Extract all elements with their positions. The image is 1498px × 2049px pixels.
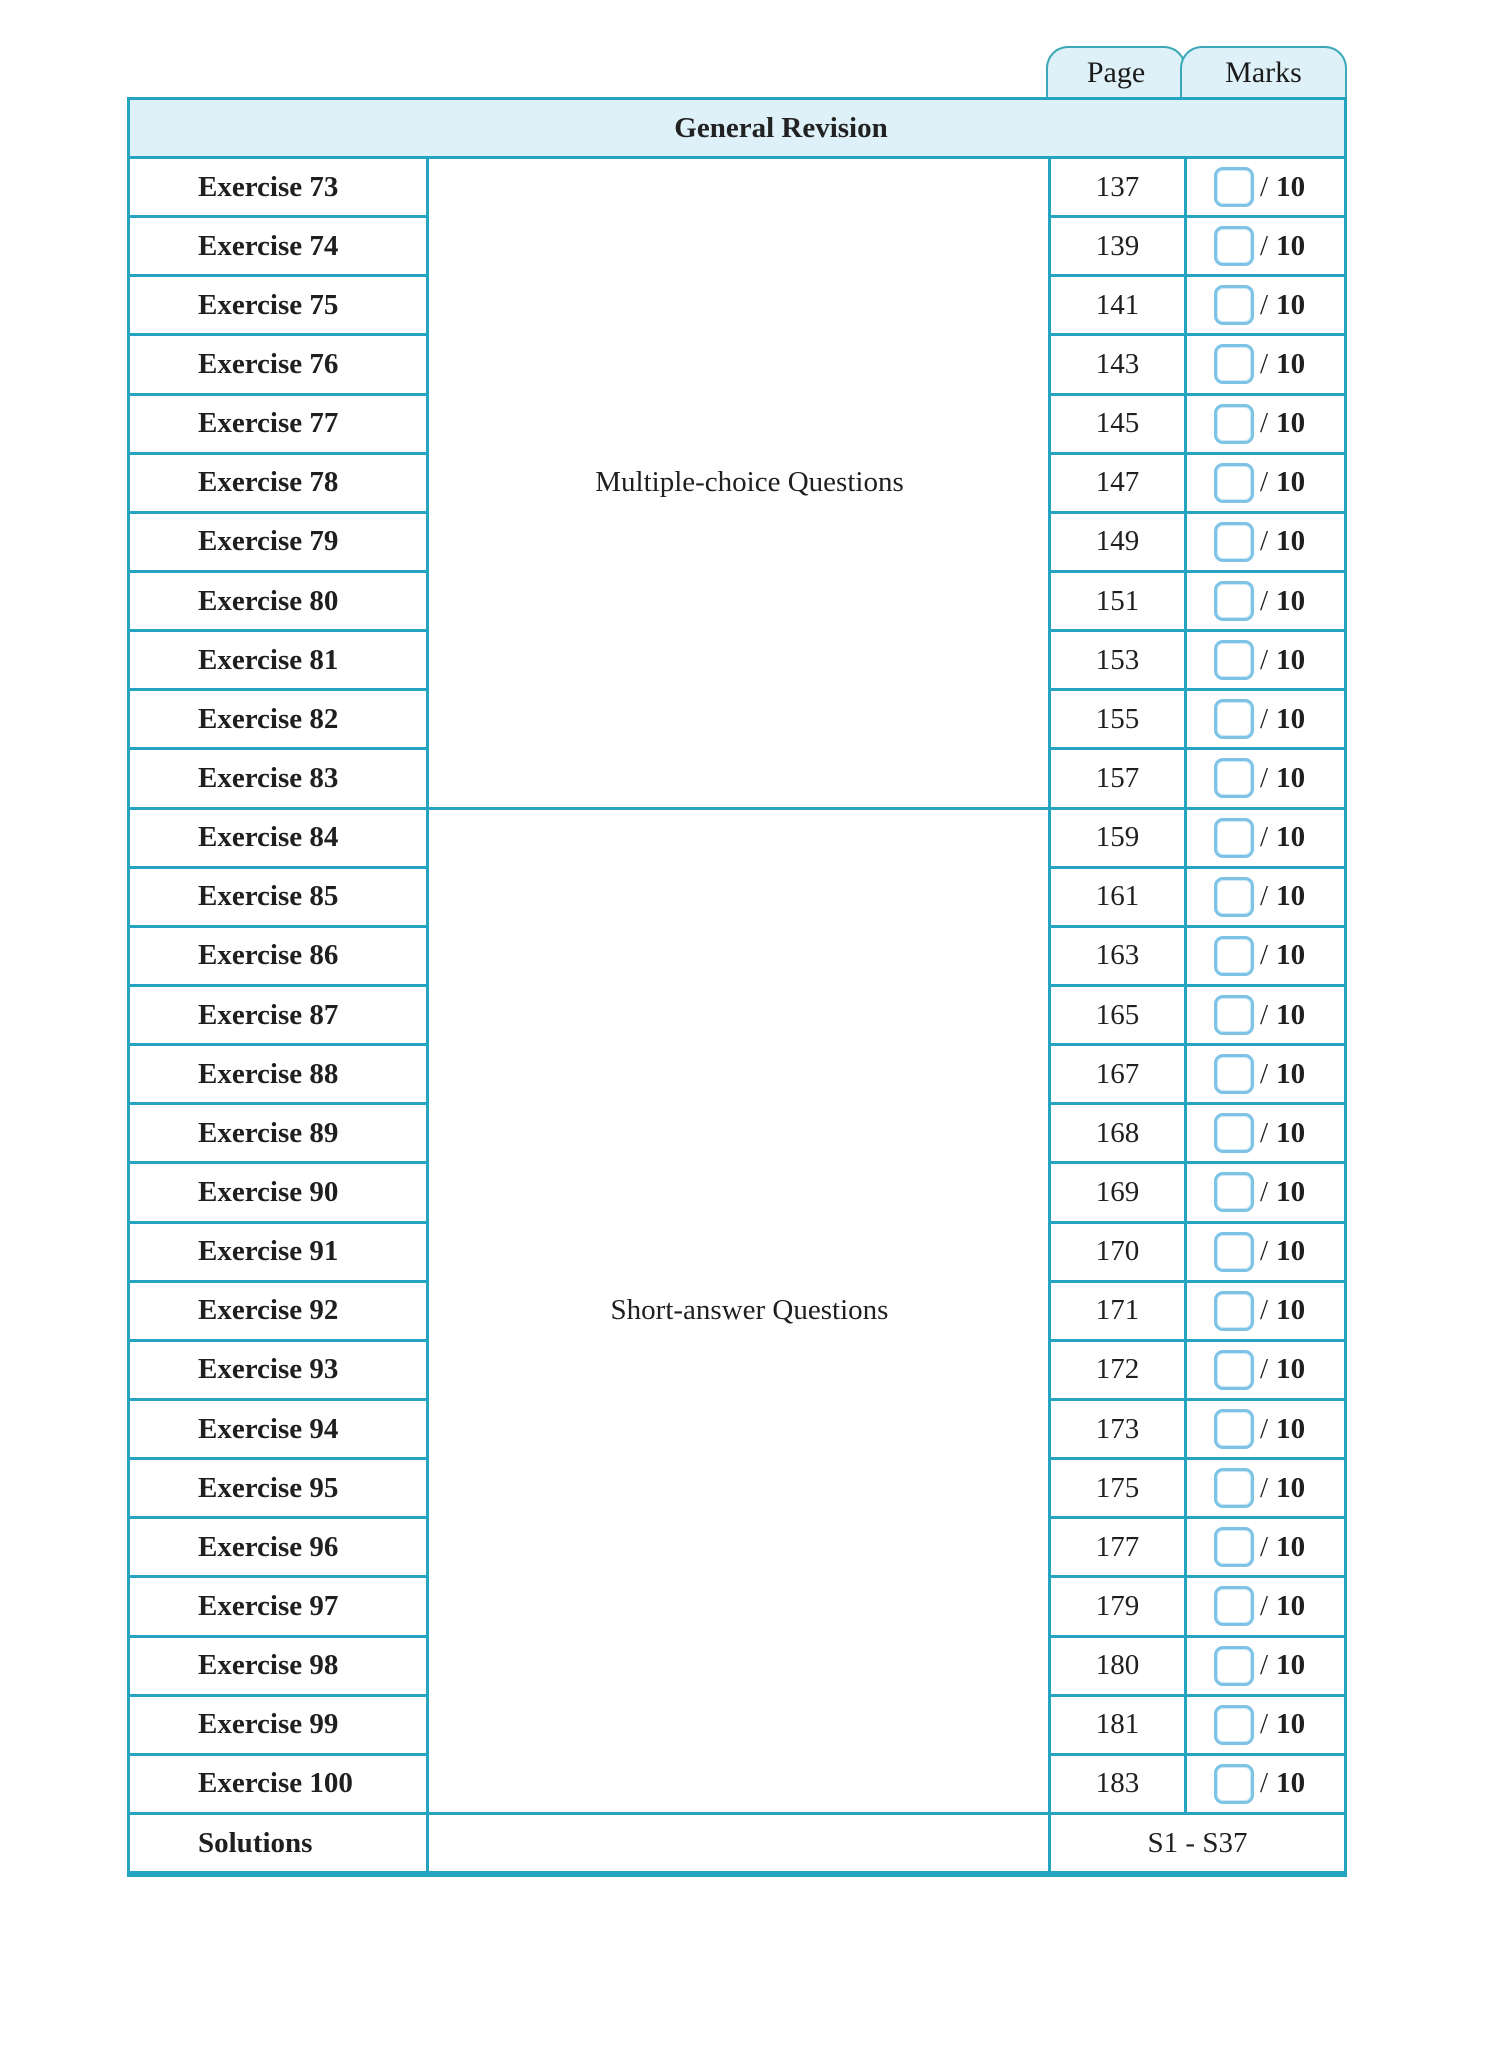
marks-cell	[1184, 218, 1344, 274]
marks-cell	[1184, 691, 1344, 747]
marks-slash: /	[1260, 1235, 1269, 1268]
page-number-text: 143	[1095, 347, 1140, 380]
page-number	[1048, 455, 1184, 511]
marks-slash: /	[1260, 525, 1269, 558]
marks-slash: /	[1260, 821, 1269, 854]
column-tab-marks-label: Marks	[1225, 55, 1302, 89]
marks-cell	[1184, 1105, 1344, 1161]
marks-cell	[1184, 159, 1344, 215]
exercise-name[interactable]	[130, 573, 429, 629]
marks-max: 10	[1276, 880, 1306, 913]
marks-max: 10	[1276, 1412, 1306, 1445]
page-number-text: 153	[1095, 643, 1140, 676]
marks-input-box[interactable]	[1214, 1705, 1254, 1745]
marks-max: 10	[1276, 347, 1306, 380]
marks-cell	[1184, 573, 1344, 629]
marks-max: 10	[1276, 1294, 1306, 1327]
exercise-name[interactable]	[130, 928, 429, 984]
marks-max: 10	[1276, 643, 1306, 676]
exercise-label: Exercise 88	[198, 1057, 339, 1090]
marks-slash: /	[1260, 347, 1269, 380]
exercise-name[interactable]	[130, 987, 429, 1043]
marks-cell	[1184, 277, 1344, 333]
exercise-label: Exercise 100	[198, 1767, 353, 1800]
marks-input-box[interactable]	[1214, 581, 1254, 621]
exercise-label: Exercise 80	[198, 584, 339, 617]
marks-max: 10	[1276, 1530, 1306, 1563]
page-number	[1048, 928, 1184, 984]
marks-max: 10	[1276, 1649, 1306, 1682]
marks-input-box[interactable]	[1214, 1646, 1254, 1686]
page-number	[1048, 514, 1184, 570]
exercise-label: Exercise 74	[198, 229, 339, 262]
marks-slash: /	[1260, 466, 1269, 499]
exercise-label: Exercise 76	[198, 347, 339, 380]
marks-input-box[interactable]	[1214, 285, 1254, 325]
page-number-text: 141	[1095, 288, 1140, 321]
exercise-name[interactable]	[130, 1756, 429, 1812]
page-number-text: 149	[1095, 525, 1140, 558]
exercise-name[interactable]	[130, 1578, 429, 1634]
marks-max: 10	[1276, 1057, 1306, 1090]
page-number-text: 147	[1095, 466, 1140, 499]
marks-max: 10	[1276, 584, 1306, 617]
exercise-label: Exercise 92	[198, 1294, 339, 1327]
page-number	[1048, 1638, 1184, 1694]
page-number	[1048, 396, 1184, 452]
page-number	[1048, 1164, 1184, 1220]
marks-input-box[interactable]	[1214, 1350, 1254, 1390]
marks-max: 10	[1276, 939, 1306, 972]
exercise-name[interactable]	[130, 1697, 429, 1753]
marks-max: 10	[1276, 1235, 1306, 1268]
marks-slash: /	[1260, 1649, 1269, 1682]
marks-slash: /	[1260, 1175, 1269, 1208]
page-number-text: 179	[1095, 1589, 1140, 1622]
section-label	[429, 159, 1048, 807]
exercise-label: Exercise 91	[198, 1235, 339, 1268]
page-number-text: 181	[1095, 1708, 1140, 1741]
marks-input-box[interactable]	[1214, 1054, 1254, 1094]
marks-slash: /	[1260, 170, 1269, 203]
marks-slash: /	[1260, 880, 1269, 913]
marks-input-box[interactable]	[1214, 1113, 1254, 1153]
page-number	[1048, 1578, 1184, 1634]
page-number-text: 157	[1095, 761, 1140, 794]
exercise-label: Exercise 96	[198, 1530, 339, 1563]
marks-slash: /	[1260, 1471, 1269, 1504]
marks-max: 10	[1276, 170, 1306, 203]
marks-cell	[1184, 1697, 1344, 1753]
marks-slash: /	[1260, 1412, 1269, 1445]
page-number	[1048, 810, 1184, 866]
exercise-name[interactable]	[130, 810, 429, 866]
page-number	[1048, 1401, 1184, 1457]
solutions-pages: S1 - S37	[1147, 1826, 1248, 1859]
exercise-label: Exercise 73	[198, 170, 339, 203]
exercise-name[interactable]	[130, 1164, 429, 1220]
marks-input-box[interactable]	[1214, 1232, 1254, 1272]
exercise-label: Exercise 94	[198, 1412, 339, 1445]
marks-cell	[1184, 928, 1344, 984]
marks-input-box[interactable]	[1214, 995, 1254, 1035]
exercise-label: Exercise 86	[198, 939, 339, 972]
page-number-text: 177	[1095, 1530, 1140, 1563]
page-number-text: 161	[1095, 880, 1140, 913]
marks-slash: /	[1260, 1057, 1269, 1090]
page-number-text: 159	[1095, 821, 1140, 854]
exercise-name[interactable]	[130, 632, 429, 688]
page-number-text: 167	[1095, 1057, 1140, 1090]
exercise-name[interactable]	[130, 1224, 429, 1280]
exercise-label: Exercise 81	[198, 643, 339, 676]
page-number-text: 175	[1095, 1471, 1140, 1504]
exercise-name[interactable]	[130, 1342, 429, 1398]
marks-slash: /	[1260, 1353, 1269, 1386]
exercise-name[interactable]	[130, 1105, 429, 1161]
exercise-name[interactable]	[130, 396, 429, 452]
marks-input-box[interactable]	[1214, 344, 1254, 384]
exercise-name[interactable]	[130, 159, 429, 215]
exercise-label: Exercise 87	[198, 998, 339, 1031]
marks-cell	[1184, 1578, 1344, 1634]
marks-max: 10	[1276, 1589, 1306, 1622]
exercise-label: Exercise 95	[198, 1471, 339, 1504]
page-number-text: 172	[1095, 1353, 1140, 1386]
marks-max: 10	[1276, 229, 1306, 262]
marks-slash: /	[1260, 1530, 1269, 1563]
marks-cell	[1184, 396, 1344, 452]
exercise-label: Exercise 97	[198, 1589, 339, 1622]
marks-input-box[interactable]	[1214, 640, 1254, 680]
marks-input-box[interactable]	[1214, 818, 1254, 858]
marks-slash: /	[1260, 1767, 1269, 1800]
exercise-name[interactable]	[130, 277, 429, 333]
marks-input-box[interactable]	[1214, 1172, 1254, 1212]
page-number	[1048, 1697, 1184, 1753]
exercise-label: Exercise 77	[198, 407, 339, 440]
page-number-text: 171	[1095, 1294, 1140, 1327]
section-header	[130, 100, 1344, 159]
marks-max: 10	[1276, 1175, 1306, 1208]
exercise-label: Exercise 99	[198, 1708, 339, 1741]
marks-input-box[interactable]	[1214, 1527, 1254, 1567]
exercise-name[interactable]	[130, 514, 429, 570]
marks-cell	[1184, 750, 1344, 806]
page-number	[1048, 987, 1184, 1043]
marks-cell	[1184, 810, 1344, 866]
page-number-text: 165	[1095, 998, 1140, 1031]
page-number	[1048, 336, 1184, 392]
page-number-text: 168	[1095, 1116, 1140, 1149]
page-number	[1048, 869, 1184, 925]
exercise-name[interactable]	[130, 750, 429, 806]
marks-slash: /	[1260, 702, 1269, 735]
marks-max: 10	[1276, 288, 1306, 321]
marks-input-box[interactable]	[1214, 522, 1254, 562]
marks-max: 10	[1276, 1353, 1306, 1386]
column-tab-page	[1046, 46, 1186, 97]
marks-slash: /	[1260, 939, 1269, 972]
exercise-label: Exercise 82	[198, 702, 339, 735]
marks-cell	[1184, 632, 1344, 688]
exercise-name[interactable]	[130, 691, 429, 747]
exercise-label: Exercise 75	[198, 288, 339, 321]
page-number	[1048, 277, 1184, 333]
marks-slash: /	[1260, 1589, 1269, 1622]
marks-cell	[1184, 1756, 1344, 1812]
page-number-text: 151	[1095, 584, 1140, 617]
marks-slash: /	[1260, 288, 1269, 321]
exercise-label: Exercise 89	[198, 1116, 339, 1149]
marks-cell	[1184, 514, 1344, 570]
section-label-text: Short-answer Questions	[610, 1294, 889, 1327]
page-number	[1048, 1046, 1184, 1102]
page-number-text: 183	[1095, 1767, 1140, 1800]
exercise-name[interactable]	[130, 218, 429, 274]
marks-max: 10	[1276, 1708, 1306, 1741]
page-number-text: 180	[1095, 1649, 1140, 1682]
marks-cell	[1184, 455, 1344, 511]
marks-input-box[interactable]	[1214, 167, 1254, 207]
page-number	[1048, 750, 1184, 806]
exercise-label: Exercise 85	[198, 880, 339, 913]
marks-max: 10	[1276, 1471, 1306, 1504]
marks-slash: /	[1260, 584, 1269, 617]
marks-max: 10	[1276, 761, 1306, 794]
solutions-row	[130, 1815, 1344, 1874]
marks-max: 10	[1276, 998, 1306, 1031]
page-number	[1048, 1342, 1184, 1398]
marks-slash: /	[1260, 1708, 1269, 1741]
marks-slash: /	[1260, 1294, 1269, 1327]
marks-input-box[interactable]	[1214, 1586, 1254, 1626]
marks-input-box[interactable]	[1214, 1409, 1254, 1449]
solutions-pages-cell	[1048, 1815, 1344, 1871]
marks-cell	[1184, 869, 1344, 925]
marks-input-box[interactable]	[1214, 758, 1254, 798]
marks-max: 10	[1276, 1767, 1306, 1800]
page-number	[1048, 1460, 1184, 1516]
marks-input-box[interactable]	[1214, 404, 1254, 444]
marks-cell	[1184, 1046, 1344, 1102]
exercise-name[interactable]	[130, 455, 429, 511]
marks-cell	[1184, 1342, 1344, 1398]
page-number-text: 170	[1095, 1235, 1140, 1268]
marks-cell	[1184, 1519, 1344, 1575]
page-number	[1048, 218, 1184, 274]
page-number	[1048, 1224, 1184, 1280]
marks-slash: /	[1260, 407, 1269, 440]
page-number-text: 173	[1095, 1412, 1140, 1445]
marks-input-box[interactable]	[1214, 463, 1254, 503]
exercise-label: Exercise 83	[198, 761, 339, 794]
page-number-text: 139	[1095, 229, 1140, 262]
marks-slash: /	[1260, 229, 1269, 262]
page-number	[1048, 691, 1184, 747]
page-number	[1048, 573, 1184, 629]
exercise-label: Exercise 79	[198, 525, 339, 558]
page-number	[1048, 159, 1184, 215]
marks-input-box[interactable]	[1214, 936, 1254, 976]
page-number	[1048, 1283, 1184, 1339]
exercise-label: Exercise 93	[198, 1353, 339, 1386]
page-number-text: 169	[1095, 1175, 1140, 1208]
section-title: General Revision	[674, 111, 888, 144]
page-number-text: 145	[1095, 407, 1140, 440]
exercise-label: Exercise 98	[198, 1649, 339, 1682]
marks-input-box[interactable]	[1214, 1291, 1254, 1331]
marks-cell	[1184, 1401, 1344, 1457]
page-number	[1048, 1519, 1184, 1575]
marks-input-box[interactable]	[1214, 226, 1254, 266]
marks-slash: /	[1260, 643, 1269, 676]
marks-input-box[interactable]	[1214, 877, 1254, 917]
marks-cell	[1184, 1164, 1344, 1220]
marks-slash: /	[1260, 761, 1269, 794]
marks-slash: /	[1260, 1116, 1269, 1149]
page-number	[1048, 632, 1184, 688]
exercise-name[interactable]	[130, 1638, 429, 1694]
marks-max: 10	[1276, 525, 1306, 558]
marks-input-box[interactable]	[1214, 699, 1254, 739]
page-number	[1048, 1105, 1184, 1161]
solutions-label: Solutions	[198, 1826, 313, 1859]
exercise-label: Exercise 90	[198, 1175, 339, 1208]
column-tab-page-label: Page	[1086, 55, 1146, 89]
solutions-label-cell[interactable]	[130, 1815, 429, 1871]
exercise-label: Exercise 78	[198, 466, 339, 499]
page-number	[1048, 1756, 1184, 1812]
marks-max: 10	[1276, 1116, 1306, 1149]
marks-max: 10	[1276, 821, 1306, 854]
marks-cell	[1184, 1638, 1344, 1694]
page-number-text: 163	[1095, 939, 1140, 972]
exercise-name[interactable]	[130, 336, 429, 392]
marks-max: 10	[1276, 702, 1306, 735]
section-label	[429, 810, 1048, 1813]
section-label-text: Multiple-choice Questions	[595, 466, 904, 499]
marks-cell	[1184, 1283, 1344, 1339]
marks-cell	[1184, 1224, 1344, 1280]
marks-input-box[interactable]	[1214, 1764, 1254, 1804]
exercise-name[interactable]	[130, 869, 429, 925]
contents-table	[127, 97, 1347, 1877]
page-number-text: 155	[1095, 702, 1140, 735]
marks-input-box[interactable]	[1214, 1468, 1254, 1508]
exercise-grid	[130, 159, 1344, 1874]
marks-max: 10	[1276, 407, 1306, 440]
exercise-name[interactable]	[130, 1283, 429, 1339]
exercise-name[interactable]	[130, 1046, 429, 1102]
exercise-name[interactable]	[130, 1519, 429, 1575]
column-tab-marks	[1180, 46, 1347, 97]
marks-slash: /	[1260, 998, 1269, 1031]
marks-cell	[1184, 987, 1344, 1043]
exercise-label: Exercise 84	[198, 821, 339, 854]
exercise-name[interactable]	[130, 1460, 429, 1516]
marks-cell	[1184, 1460, 1344, 1516]
page-number-text: 137	[1095, 170, 1140, 203]
exercise-name[interactable]	[130, 1401, 429, 1457]
marks-cell	[1184, 336, 1344, 392]
marks-max: 10	[1276, 466, 1306, 499]
